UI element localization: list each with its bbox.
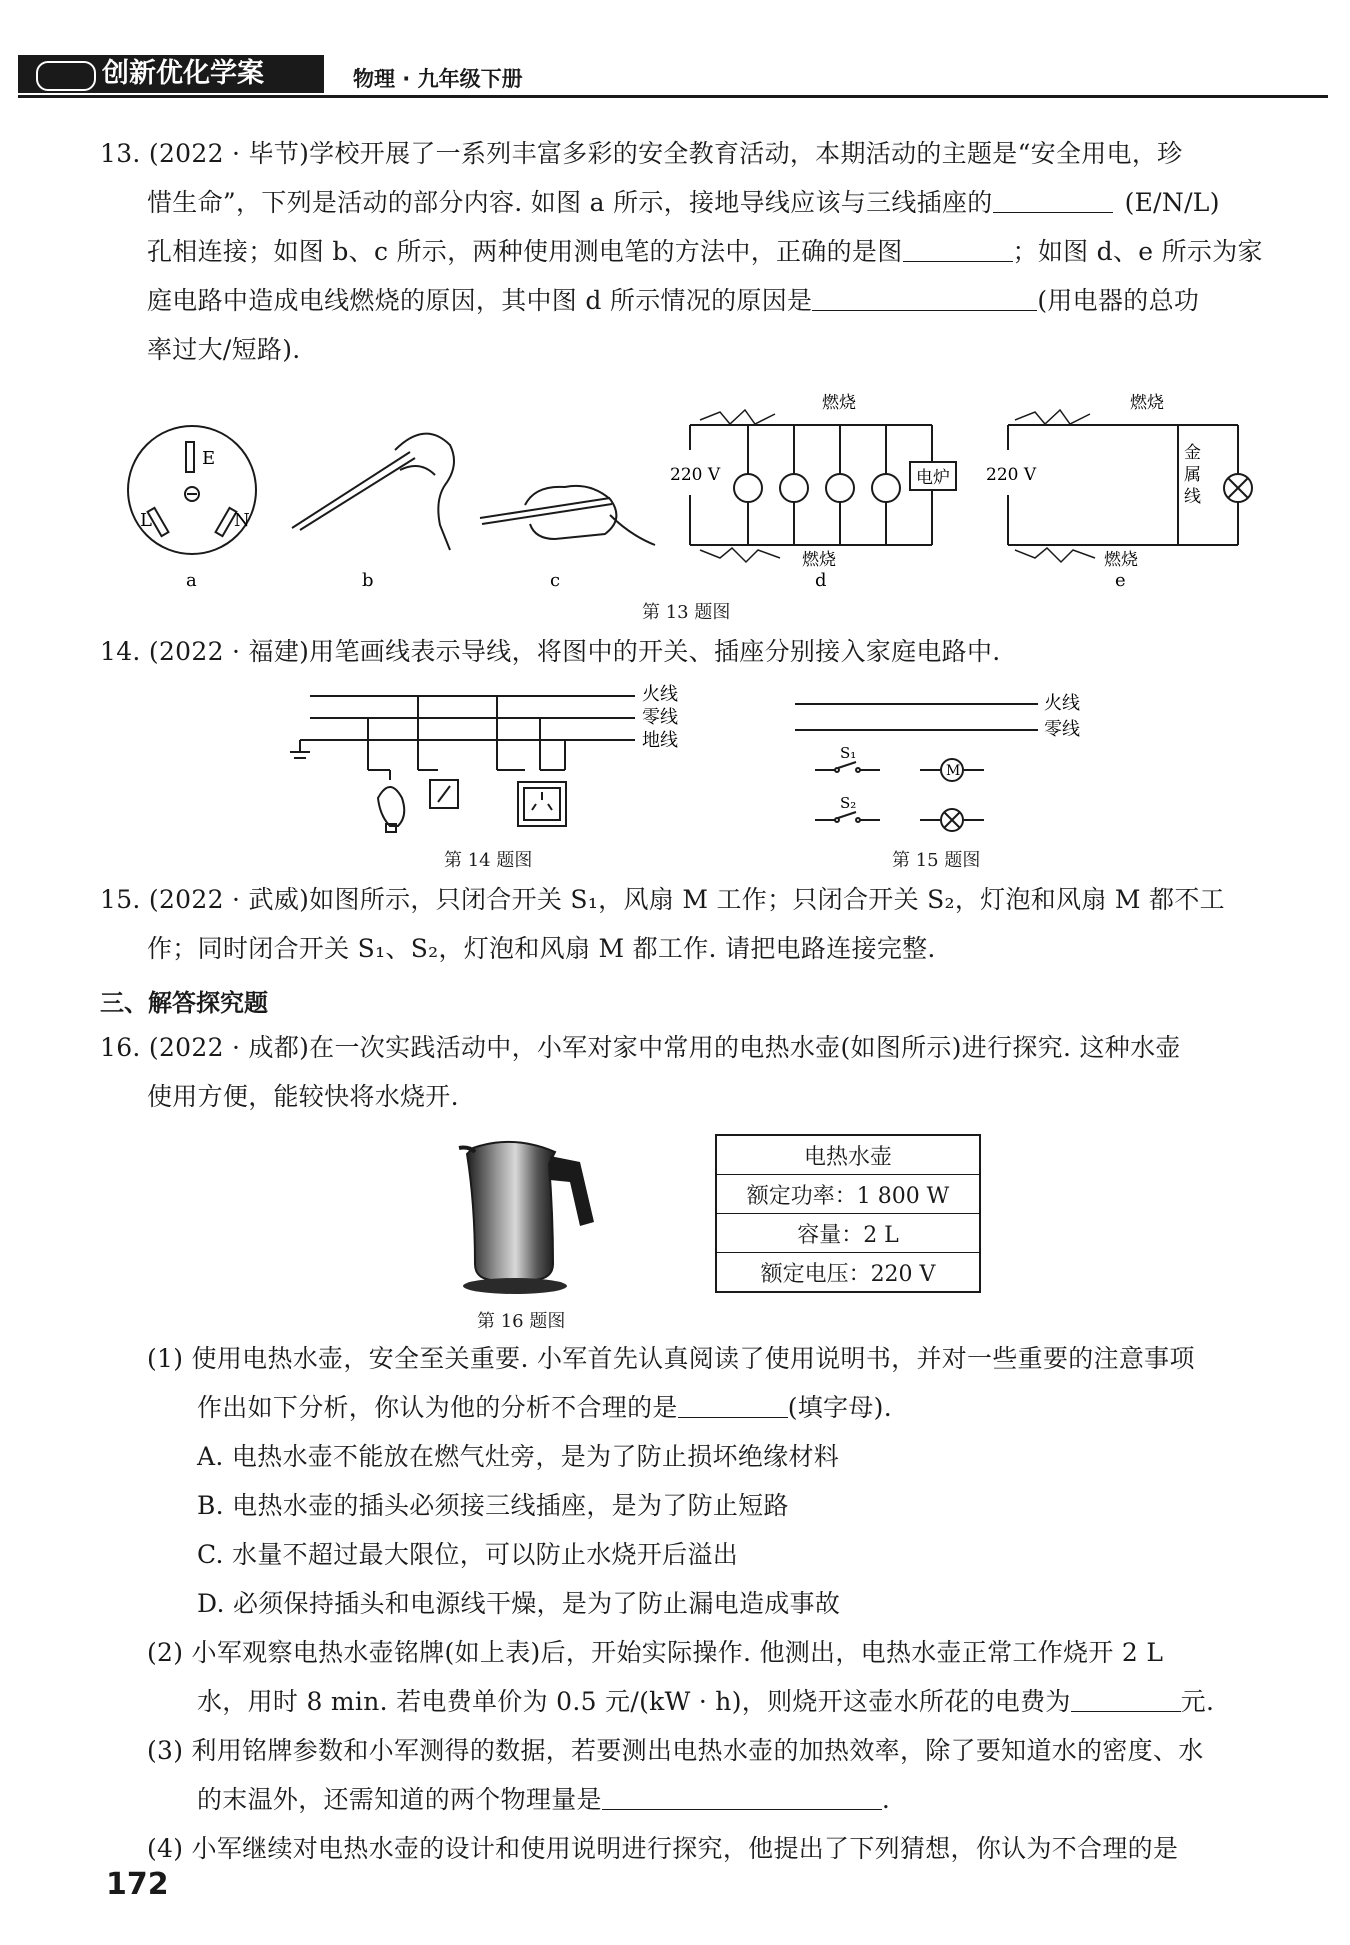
socket-letter-n: N	[234, 510, 250, 531]
stove-label: 电炉	[916, 468, 950, 488]
q13-line-3: 孔相连接；如图 b、c 所示，两种使用测电笔的方法中，正确的是图 ；如图 d、e 所示为家	[147, 237, 1263, 266]
q13-line-1: 13. (2022 · 毕节)学校开展了一系列丰富多彩的安全教育活动，本期活动的主题是“安全用电，珍	[100, 139, 1183, 168]
q15-line-1: 15. (2022 · 武威)如图所示，只闭合开关 S₁，风扇 M 工作；只闭合开关 S₂，灯泡和风扇 M 都不工	[100, 885, 1225, 914]
q13-figures	[110, 390, 1260, 590]
q14-wire-neutral: 零线	[642, 707, 678, 728]
q16-line-2: 使用方便，能较快将水烧开.	[147, 1082, 459, 1111]
spec-voltage: 额定电压：220 V	[716, 1253, 980, 1293]
q16-line-1: 16. (2022 · 成都)在一次实践活动中，小军对家中常用的电热水壶(如图所示)进行探究. 这种水壶	[100, 1033, 1181, 1062]
spec-capacity: 容量：2 L	[716, 1214, 980, 1253]
subject-title: 物理 · 九年级下册	[353, 67, 523, 91]
burn-label-e-bottom: 燃烧	[1104, 550, 1138, 570]
q14-wire-ground: 地线	[642, 730, 678, 751]
q14-text: 14. (2022 · 福建)用笔画线表示导线，将图中的开关、插座分别接入家庭电路中.	[100, 637, 1001, 666]
q16-p2-line-2: 水，用时 8 min. 若电费单价为 0.5 元/(kW · h)，则烧开这壶水所花的电费为 元.	[197, 1687, 1215, 1716]
spec-title: 电热水壶	[716, 1135, 980, 1175]
burn-label-d-top: 燃烧	[822, 393, 856, 413]
fig-label-c: c	[550, 570, 561, 590]
q15-wire-live: 火线	[1044, 693, 1080, 714]
q15-circuit	[790, 690, 1110, 840]
q16-caption: 第 16 题图	[477, 1311, 566, 1332]
fig-label-d: d	[815, 570, 827, 590]
q15-caption: 第 15 题图	[892, 850, 981, 871]
section-heading: 三、解答探究题	[100, 989, 268, 1017]
page-header	[18, 55, 1328, 98]
q13-line-2: 惜生命”，下列是活动的部分内容. 如图 a 所示，接地导线应该与三线插座的 (E/N/L)	[147, 188, 1220, 217]
burn-label-d-bottom: 燃烧	[802, 550, 836, 570]
spec-power: 额定功率：1 800 W	[716, 1175, 980, 1214]
metal-wire-char-1: 金	[1184, 443, 1201, 463]
switch-s1-label: S₁	[840, 744, 857, 762]
voltage-label-e: 220 V	[986, 465, 1037, 485]
q15-wire-neutral: 零线	[1044, 719, 1080, 740]
brand-logo-icon	[36, 61, 96, 91]
q16-p4-line-1: (4) 小军继续对电热水壶的设计和使用说明进行探究，他提出了下列猜想，你认为不合理的是	[147, 1834, 1179, 1863]
q14-circuit	[290, 680, 690, 840]
q16-option-d: D. 必须保持插头和电源线干燥，是为了防止漏电造成事故	[197, 1589, 841, 1618]
q16-p1-line-1: (1) 使用电热水壶，安全至关重要. 小军首先认真阅读了使用说明书，并对一些重要的注意事项	[147, 1344, 1195, 1373]
voltage-label-d: 220 V	[670, 465, 721, 485]
motor-label: M	[946, 763, 961, 779]
fig-label-e: e	[1115, 570, 1126, 590]
q16-option-a: A. 电热水壶不能放在燃气灶旁，是为了防止损坏绝缘材料	[197, 1442, 840, 1471]
kettle-spec-table	[715, 1134, 981, 1293]
metal-wire-char-2: 属	[1184, 465, 1201, 485]
q16-option-b: B. 电热水壶的插头必须接三线插座，是为了防止短路	[197, 1491, 789, 1520]
tester-pen-b-icon	[292, 434, 454, 550]
burn-label-e-top: 燃烧	[1130, 393, 1164, 413]
brand-banner	[18, 55, 324, 93]
q14-caption: 第 14 题图	[444, 850, 533, 871]
socket-letter-e: E	[202, 448, 216, 469]
q16-p1-line-2: 作出如下分析，你认为他的分析不合理的是 (填字母).	[197, 1393, 892, 1422]
q16-p3-line-1: (3) 利用铭牌参数和小军测得的数据，若要测出电热水壶的加热效率，除了要知道水的密度、水	[147, 1736, 1204, 1765]
short-circuit-figure	[1008, 410, 1252, 562]
q16-p3-line-2: 的末温外，还需知道的两个物理量是 .	[197, 1785, 891, 1814]
socket-figure	[128, 426, 256, 554]
q13-line-4: 庭电路中造成电线燃烧的原因，其中图 d 所示情况的原因是 (用电器的总功	[147, 286, 1200, 315]
q15-line-2: 作；同时闭合开关 S₁、S₂，灯泡和风扇 M 都工作. 请把电路连接完整.	[147, 934, 936, 963]
page-number: 172	[106, 1867, 169, 1902]
q14-wire-live: 火线	[642, 684, 678, 705]
kettle-icon	[455, 1136, 605, 1301]
q16-option-c: C. 水量不超过最大限位，可以防止水烧开后溢出	[197, 1540, 739, 1569]
tester-pen-c-icon	[480, 486, 655, 545]
metal-wire-char-3: 线	[1184, 487, 1201, 507]
q16-p2-line-1: (2) 小军观察电热水壶铭牌(如上表)后，开始实际操作. 他测出，电热水壶正常工作烧开 2 L	[147, 1638, 1164, 1667]
brand-title: 创新优化学案	[102, 58, 264, 89]
fig-label-b: b	[362, 570, 374, 590]
fig-label-a: a	[186, 570, 197, 590]
switch-s2-label: S₂	[840, 794, 857, 812]
socket-letter-l: L	[140, 510, 152, 531]
q13-line-5: 率过大/短路).	[147, 335, 301, 364]
q13-caption: 第 13 题图	[642, 602, 731, 623]
